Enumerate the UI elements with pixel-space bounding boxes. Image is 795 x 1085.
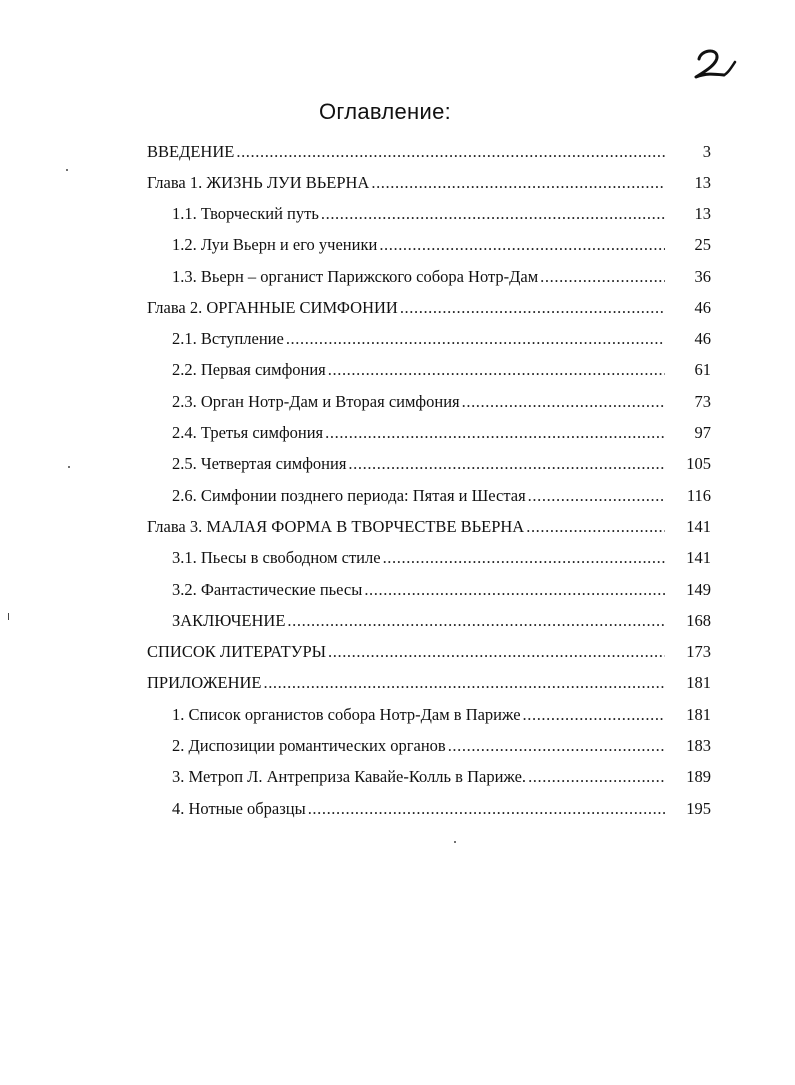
toc-page-number: 181 <box>686 673 711 692</box>
toc-page-number: 25 <box>694 235 711 254</box>
dot-leader <box>462 392 665 412</box>
toc-entry-section-1-1 <box>172 204 711 230</box>
toc-entry-appendix <box>147 673 711 699</box>
dot-leader <box>540 267 665 287</box>
dot-leader <box>371 173 665 193</box>
toc-label: 1. Список органистов собора Нотр-Дам в Париже <box>172 705 521 724</box>
toc-page-number: 46 <box>694 298 711 317</box>
toc-label: Глава 1. ЖИЗНЬ ЛУИ ВЬЕРНА <box>147 173 370 192</box>
dot-leader <box>383 548 665 568</box>
toc-page-number: 61 <box>694 360 711 379</box>
toc-entry-section-2-3 <box>172 392 711 418</box>
toc-label: 2.5. Четвертая симфония <box>172 454 347 473</box>
toc-entry-appendix-4 <box>172 799 711 825</box>
toc-label: ПРИЛОЖЕНИЕ <box>147 673 262 692</box>
toc-entry-section-2-5 <box>172 454 711 480</box>
toc-label: 3.1. Пьесы в свободном стиле <box>172 548 381 567</box>
toc-label: 3.2. Фантастические пьесы <box>172 580 363 599</box>
toc-entry-appendix-3 <box>172 767 711 793</box>
toc-entry-chapter-1 <box>147 173 711 199</box>
toc-entry-chapter-2 <box>147 298 711 324</box>
toc-label: 2.1. Вступление <box>172 329 284 348</box>
toc-page-number: 97 <box>694 423 711 442</box>
toc-page-number: 195 <box>686 799 711 818</box>
toc-page-number: 3 <box>702 142 711 161</box>
toc-label: 1.3. Вьерн – органист Парижского собора Нотр-Дам <box>172 267 539 286</box>
dot-leader <box>364 580 665 600</box>
page-title: Оглавление: <box>318 99 452 124</box>
toc-page-number: 149 <box>686 580 711 599</box>
dot-leader <box>523 705 665 725</box>
toc-entry-bibliography <box>147 642 711 668</box>
toc-entry-appendix-1 <box>172 705 711 731</box>
toc-label: 4. Нотные образцы <box>172 799 306 818</box>
dot-leader <box>328 642 665 662</box>
toc-entry-conclusion <box>172 611 711 637</box>
dot-leader <box>263 673 665 693</box>
toc-label: 2.3. Орган Нотр-Дам и Вторая симфония <box>172 392 460 411</box>
toc-page-number: 73 <box>694 392 711 411</box>
toc-label: Глава 2. ОРГАННЫЕ СИМФОНИИ <box>147 298 398 317</box>
toc-page-number: 13 <box>694 204 711 223</box>
scan-speck <box>68 466 70 468</box>
toc-page-number: 116 <box>686 486 711 505</box>
dot-leader <box>379 235 665 255</box>
toc-page-number: 46 <box>694 329 711 348</box>
toc-entry-section-3-1 <box>172 548 711 574</box>
scan-speck <box>8 613 9 620</box>
toc-entry-introduction <box>147 142 711 168</box>
toc-page-number: 183 <box>686 736 711 755</box>
dot-leader <box>528 767 665 787</box>
dot-leader <box>287 611 665 631</box>
dot-leader <box>325 423 665 443</box>
toc-entry-section-2-6 <box>172 486 711 512</box>
toc-page-number: 36 <box>694 267 711 286</box>
toc-label: 2. Диспозиции романтических органов <box>172 736 446 755</box>
dot-leader <box>448 736 665 756</box>
toc-entry-appendix-2 <box>172 736 711 762</box>
scan-speck <box>66 169 68 171</box>
dot-leader <box>286 329 665 349</box>
toc-label: ВВЕДЕНИЕ <box>147 142 235 161</box>
toc-page-number: 141 <box>686 517 711 536</box>
toc-entry-section-1-2 <box>172 235 711 261</box>
toc-page-number: 168 <box>686 611 711 630</box>
toc-label: Глава 3. МАЛАЯ ФОРМА В ТВОРЧЕСТВЕ ВЬЕРНА <box>147 517 525 536</box>
toc-entry-section-1-3 <box>172 267 711 293</box>
toc-label: 2.6. Симфонии позднего периода: Пятая и Шестая <box>172 486 526 505</box>
dot-leader <box>328 360 665 380</box>
toc-label: 1.1. Творческий путь <box>172 204 319 223</box>
dot-leader <box>400 298 665 318</box>
toc-label: 2.2. Первая симфония <box>172 360 326 379</box>
dot-leader <box>236 142 665 162</box>
toc-entry-section-2-2 <box>172 360 711 386</box>
dot-leader <box>526 517 665 537</box>
toc-entry-section-2-1 <box>172 329 711 355</box>
toc-page-number: 141 <box>686 548 711 567</box>
toc-page-number: 13 <box>694 173 711 192</box>
dot-leader <box>308 799 665 819</box>
toc-page-number: 189 <box>686 767 711 786</box>
toc-label: ЗАКЛЮЧЕНИЕ <box>172 611 286 630</box>
toc-label: СПИСОК ЛИТЕРАТУРЫ <box>147 642 327 661</box>
toc-label: 2.4. Третья симфония <box>172 423 324 442</box>
toc-page-number: 105 <box>686 454 711 473</box>
dot-leader <box>321 204 665 224</box>
scan-speck <box>454 841 456 843</box>
toc-page-number: 173 <box>686 642 711 661</box>
toc-label: 3. Метроп Л. Антреприза Кавайе-Колль в Париже. <box>172 767 527 786</box>
dot-leader <box>348 454 665 474</box>
toc-page-number: 181 <box>686 705 711 724</box>
toc-entry-section-3-2 <box>172 580 711 606</box>
dot-leader <box>528 486 665 506</box>
toc-label: 1.2. Луи Вьерн и его ученики <box>172 235 378 254</box>
toc-entry-section-2-4 <box>172 423 711 449</box>
toc-entry-chapter-3 <box>147 517 711 543</box>
